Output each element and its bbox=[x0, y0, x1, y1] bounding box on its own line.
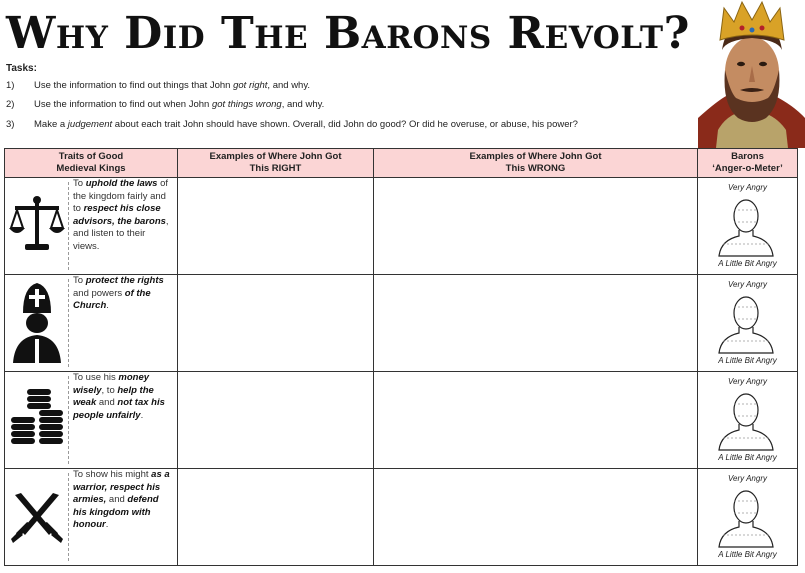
trait-emphasis: not tax his people unfairly bbox=[73, 397, 165, 421]
traits-table bbox=[4, 148, 798, 566]
trait-cell bbox=[4, 275, 178, 371]
trait-description bbox=[73, 178, 173, 253]
task-text: Make a bbox=[34, 119, 68, 130]
crossed-swords-icon bbox=[9, 489, 65, 550]
task-text: Use the information to find out when John bbox=[34, 99, 212, 110]
trait-description bbox=[73, 372, 173, 422]
king-john-portrait bbox=[698, 0, 805, 148]
trait-text: To use his bbox=[73, 372, 119, 383]
header-right-line-1: Examples of Where John Got bbox=[209, 151, 342, 162]
task-item bbox=[6, 99, 324, 110]
trait-emphasis: uphold the laws bbox=[85, 178, 158, 189]
got-wrong-cell[interactable] bbox=[374, 372, 698, 468]
header-meter-line-1: Barons bbox=[731, 151, 764, 162]
header-right bbox=[178, 148, 374, 178]
page-title: Why Did The Barons Revolt? bbox=[6, 8, 690, 59]
got-wrong-cell[interactable] bbox=[374, 275, 698, 371]
trait-text: . bbox=[140, 409, 144, 421]
dashed-divider bbox=[68, 473, 69, 561]
task-item bbox=[6, 80, 310, 91]
trait-emphasis: help the weak bbox=[73, 384, 154, 408]
trait-text: To show his might bbox=[73, 469, 152, 480]
got-right-cell[interactable] bbox=[178, 372, 374, 468]
dashed-divider bbox=[68, 279, 69, 367]
trait-row bbox=[4, 469, 798, 566]
header-traits-line-2: Medieval Kings bbox=[56, 163, 126, 174]
trait-cell bbox=[4, 469, 178, 565]
anger-meter-cell[interactable] bbox=[698, 372, 798, 468]
head-silhouette-icon bbox=[717, 487, 775, 549]
anger-meter-cell[interactable] bbox=[698, 178, 798, 274]
dashed-divider bbox=[68, 182, 69, 270]
got-right-cell[interactable] bbox=[178, 275, 374, 371]
got-right-cell[interactable] bbox=[178, 178, 374, 274]
trait-text: and powers bbox=[73, 287, 125, 299]
trait-cell bbox=[4, 372, 178, 468]
task-emphasis: got things wrong bbox=[211, 99, 282, 110]
header-wrong-line-2: This WRONG bbox=[505, 163, 566, 174]
trait-text: To bbox=[73, 178, 86, 189]
head-silhouette-icon bbox=[717, 390, 775, 452]
trait-text: and bbox=[96, 397, 118, 408]
got-wrong-cell[interactable] bbox=[374, 469, 698, 565]
header-anger-meter bbox=[698, 148, 798, 178]
header-meter-line-2: ‘Anger-o-Meter’ bbox=[712, 163, 783, 174]
trait-emphasis: protect the rights bbox=[85, 275, 164, 286]
trait-text: of the kingdom fairly and to bbox=[73, 178, 169, 214]
trait-text: and bbox=[106, 494, 128, 505]
header-right-line-2: This RIGHT bbox=[249, 163, 302, 174]
anger-bottom-label: A Little Bit Angry bbox=[718, 356, 777, 365]
task-number: 2) bbox=[6, 99, 15, 110]
task-text-end: about each trait John should have shown. Overall, did John do good? Or did he overuse, or abuse, his power? bbox=[112, 119, 578, 130]
tasks-heading: Tasks: bbox=[6, 63, 37, 74]
task-text-end: , and why. bbox=[267, 80, 311, 91]
task-text: Use the information to find out things that John bbox=[34, 80, 234, 91]
anger-top-label: Very Angry bbox=[728, 474, 767, 483]
trait-emphasis: defend his kingdom with honour bbox=[73, 494, 159, 530]
task-emphasis: judgement bbox=[67, 119, 113, 130]
head-silhouette-icon bbox=[717, 293, 775, 355]
trait-text: , to bbox=[101, 384, 118, 396]
trait-description bbox=[73, 469, 173, 532]
trait-emphasis: money wisely bbox=[73, 372, 150, 396]
header-wrong-line-1: Examples of Where John Got bbox=[469, 151, 602, 162]
header-traits-line-1: Traits of Good bbox=[58, 151, 124, 162]
task-number: 3) bbox=[6, 119, 15, 130]
trait-text: To bbox=[73, 275, 86, 286]
got-right-cell[interactable] bbox=[178, 469, 374, 565]
trait-text: . bbox=[105, 519, 109, 530]
trait-row bbox=[4, 178, 798, 275]
trait-row bbox=[4, 275, 798, 372]
anger-bottom-label: A Little Bit Angry bbox=[718, 453, 777, 462]
bishop-icon bbox=[9, 283, 65, 368]
trait-text: . bbox=[106, 300, 109, 311]
dashed-divider bbox=[68, 376, 69, 464]
got-wrong-cell[interactable] bbox=[374, 178, 698, 274]
anger-top-label: Very Angry bbox=[728, 377, 767, 386]
trait-emphasis: respect his close advisors, the barons bbox=[73, 203, 166, 227]
anger-meter-cell[interactable] bbox=[698, 469, 798, 565]
coins-icon bbox=[9, 388, 65, 453]
anger-meter-cell[interactable] bbox=[698, 275, 798, 371]
trait-emphasis: as a warrior, respect his armies, bbox=[73, 469, 170, 505]
trait-cell bbox=[4, 178, 178, 274]
anger-bottom-label: A Little Bit Angry bbox=[718, 259, 777, 268]
task-item bbox=[6, 119, 578, 130]
anger-bottom-label: A Little Bit Angry bbox=[718, 550, 777, 559]
trait-description bbox=[73, 275, 173, 313]
trait-text: , and listen to their views. bbox=[73, 215, 169, 252]
task-emphasis: got right bbox=[233, 80, 268, 91]
trait-emphasis: of the Church bbox=[73, 287, 151, 311]
task-text-end: , and why. bbox=[281, 99, 325, 110]
anger-top-label: Very Angry bbox=[728, 183, 767, 192]
header-wrong bbox=[374, 148, 698, 178]
header-traits bbox=[4, 148, 178, 178]
scales-icon bbox=[9, 194, 65, 259]
anger-top-label: Very Angry bbox=[728, 280, 767, 289]
trait-row bbox=[4, 372, 798, 469]
task-number: 1) bbox=[6, 80, 15, 91]
head-silhouette-icon bbox=[717, 196, 775, 258]
